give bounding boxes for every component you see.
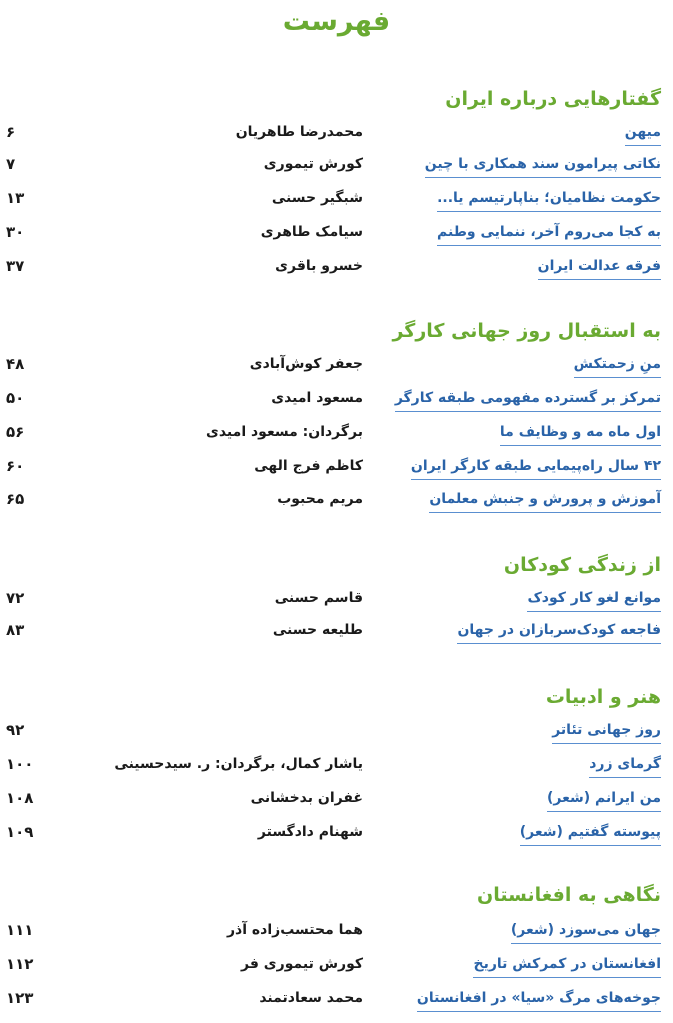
toc-entry-page: ۱۰۸	[6, 789, 34, 807]
toc-entry-link[interactable]: افغانستان در کمرکش تاریخ	[473, 954, 661, 978]
toc-entry-author: مریم محبوب	[277, 491, 363, 507]
toc-entry-page: ۷۲	[6, 589, 25, 607]
section-title: هنر و ادبیات	[545, 686, 661, 708]
toc-entry-page: ۹۲	[6, 721, 25, 739]
toc-entry-link[interactable]: نکاتی پیرامون سند همکاری با چین	[425, 154, 661, 178]
toc-row	[0, 152, 673, 184]
toc-entry-link[interactable]: به کجا می‌روم آخر، ننمایی وطنم	[437, 222, 661, 246]
toc-entry-page: ۵۶	[6, 423, 25, 441]
toc-entry-link[interactable]: گرمای زرد	[589, 754, 661, 778]
toc-entry-author: محمدرضا طاهریان	[235, 124, 363, 140]
toc-entry-author: شبگیر حسنی	[271, 190, 363, 206]
toc-row	[0, 586, 673, 618]
toc-entry-page: ۶	[6, 123, 16, 141]
toc-entry-link[interactable]: جهان می‌سوزد (شعر)	[511, 920, 661, 944]
toc-entry-author: هما محتسب‌زاده آذر	[227, 922, 363, 938]
toc-entry-page: ۱۲۳	[6, 989, 34, 1007]
toc-entry-link[interactable]: فاجعه کودک‌سربازان در جهان	[457, 620, 661, 644]
toc-entry-page: ۱۰۰	[6, 755, 34, 773]
toc-entry-link[interactable]: روز جهانی تئاتر	[552, 720, 661, 744]
toc-entry-link[interactable]: پیوسته گفتیم (شعر)	[520, 822, 661, 846]
toc-entry-page: ۱۳	[6, 189, 25, 207]
toc-entry-author: مسعود امیدی	[271, 390, 363, 406]
toc-row	[0, 254, 673, 286]
toc-row	[0, 120, 673, 152]
toc-entry-link[interactable]: اول ماه مه و وظایف ما	[500, 422, 661, 446]
toc-entry-page: ۷	[6, 155, 16, 173]
toc-row	[0, 186, 673, 218]
toc-entry-author: شهنام دادگستر	[257, 824, 363, 840]
toc-entry-link[interactable]: من ایرانم (شعر)	[547, 788, 661, 812]
section-title: به استقبال روز جهانی کارگر	[392, 320, 661, 342]
toc-entry-author: کاظم فرج الهی	[254, 458, 363, 474]
toc-entry-page: ۵۰	[6, 389, 25, 407]
toc-entry-author: طلیعه حسنی	[272, 622, 363, 638]
toc-row	[0, 986, 673, 1018]
toc-entry-link[interactable]: حکومت نظامیان؛ بناپارتیسم یا...	[437, 188, 661, 212]
toc-entry-page: ۱۰۹	[6, 823, 34, 841]
toc-row	[0, 820, 673, 852]
toc-entry-page: ۳۷	[6, 257, 25, 275]
toc-row	[0, 752, 673, 784]
toc-row	[0, 386, 673, 418]
toc-entry-link[interactable]: آموزش و پرورش و جنبش معلمان	[429, 489, 661, 513]
toc-entry-author: کورش تیموری فر	[241, 956, 363, 972]
toc-entry-link[interactable]: میهن	[625, 122, 661, 146]
page-title: فهرست	[282, 6, 391, 37]
toc-entry-link[interactable]: ۴۲ سال راه‌پیمایی طبقه کارگر ایران	[411, 456, 661, 480]
toc-entry-link[interactable]: منِ زحمتکش	[574, 354, 661, 378]
toc-entry-author: یاشار کمال، برگردان: ر. سیدحسینی	[114, 756, 363, 772]
toc-entry-link[interactable]: فرقه عدالت ایران	[538, 256, 661, 280]
toc-row	[0, 618, 673, 650]
toc-row	[0, 352, 673, 384]
toc-row	[0, 487, 673, 519]
toc-row	[0, 718, 673, 750]
toc-entry-page: ۱۱۱	[6, 921, 34, 939]
toc-entry-author: قاسم حسنی	[274, 590, 363, 606]
toc-entry-author: خسرو باقری	[275, 258, 363, 274]
toc-entry-link[interactable]: جوخه‌های مرگ «سیا» در افغانستان	[417, 988, 661, 1012]
toc-entry-author: جعفر کوش‌آبادی	[249, 356, 363, 372]
toc-row	[0, 220, 673, 252]
toc-row	[0, 952, 673, 984]
toc-row	[0, 454, 673, 486]
toc-entry-page: ۶۰	[6, 457, 25, 475]
section-title: از زندگی کودکان	[503, 554, 661, 576]
toc-entry-link[interactable]: موانع لغو کار کودک	[527, 588, 661, 612]
section-title: نگاهی به افغانستان	[477, 884, 661, 906]
toc-entry-author: غفران بدخشانی	[250, 790, 363, 806]
toc-row	[0, 786, 673, 818]
toc-entry-author: برگردان: مسعود امیدی	[206, 424, 363, 440]
toc-row	[0, 918, 673, 950]
toc-entry-page: ۳۰	[6, 223, 25, 241]
toc-entry-page: ۶۵	[6, 490, 25, 508]
toc-entry-author: سیامک طاهری	[260, 224, 363, 240]
toc-entry-page: ۱۱۲	[6, 955, 34, 973]
toc-entry-page: ۸۳	[6, 621, 25, 639]
toc-entry-page: ۴۸	[6, 355, 25, 373]
toc-entry-link[interactable]: تمرکز بر گسترده مفهومی طبقه کارگر	[395, 388, 661, 412]
toc-entry-author: کورش تیموری	[263, 156, 363, 172]
toc-row	[0, 420, 673, 452]
toc-entry-author: محمد سعادتمند	[259, 990, 363, 1006]
section-title: گفتارهایی درباره ایران	[445, 88, 661, 110]
